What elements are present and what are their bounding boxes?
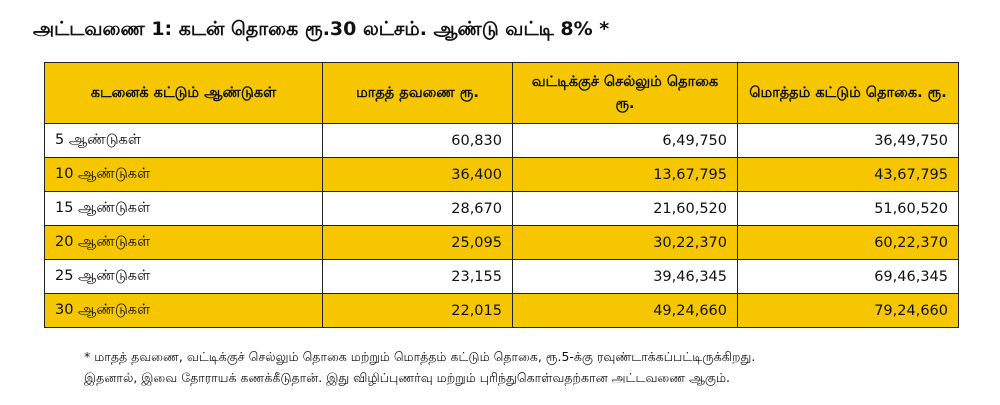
cell-total: 36,49,750: [738, 124, 959, 158]
cell-interest: 13,67,795: [513, 158, 738, 192]
cell-total: 43,67,795: [738, 158, 959, 192]
cell-interest: 21,60,520: [513, 192, 738, 226]
cell-emi: 23,155: [323, 260, 513, 294]
header-total-amount: மொத்தம் கட்டும் தொகை. ரூ.: [738, 63, 959, 124]
table-row: [45, 158, 959, 192]
cell-emi: 36,400: [323, 158, 513, 192]
cell-emi: 25,095: [323, 226, 513, 260]
cell-years: 15 ஆண்டுகள்: [45, 192, 323, 226]
table-header-row: [45, 63, 959, 124]
table-row: [45, 294, 959, 328]
footnote-line-1: * மாதத் தவணை, வட்டிக்குச் செல்லும் தொகை மற்றும் மொத்தம் கட்டும் தொகை, ரூ.5-க்கு ரவுண்டாக்கப்பட்டிருக்கிறது.: [84, 349, 756, 364]
cell-years: 10 ஆண்டுகள்: [45, 158, 323, 192]
cell-years: 25 ஆண்டுகள்: [45, 260, 323, 294]
footnote: [84, 346, 974, 388]
cell-emi: 22,015: [323, 294, 513, 328]
cell-total: 51,60,520: [738, 192, 959, 226]
cell-years: 30 ஆண்டுகள்: [45, 294, 323, 328]
cell-total: 60,22,370: [738, 226, 959, 260]
loan-table: [44, 62, 959, 328]
cell-years: 20 ஆண்டுகள்: [45, 226, 323, 260]
footnote-line-2: இதனால், இவை தோராயக் கணக்கீடுதான். இது விழிப்புணர்வு மற்றும் புரிந்துகொள்வதற்கான அட்டவணை ஆகும்.: [84, 370, 730, 385]
cell-interest: 49,24,660: [513, 294, 738, 328]
table-row: [45, 192, 959, 226]
cell-total: 79,24,660: [738, 294, 959, 328]
cell-emi: 28,670: [323, 192, 513, 226]
header-monthly-installment: மாதத் தவணை ரூ.: [323, 63, 513, 124]
cell-emi: 60,830: [323, 124, 513, 158]
cell-interest: 6,49,750: [513, 124, 738, 158]
table-title: அட்டவணை 1: கடன் தொகை ரூ.30 லட்சம். ஆண்டு வட்டி 8% *: [33, 18, 610, 40]
cell-interest: 39,46,345: [513, 260, 738, 294]
cell-interest: 30,22,370: [513, 226, 738, 260]
header-years: கடனைக் கட்டும் ஆண்டுகள்: [45, 63, 323, 124]
cell-years: 5 ஆண்டுகள்: [45, 124, 323, 158]
table-row: [45, 124, 959, 158]
cell-total: 69,46,345: [738, 260, 959, 294]
header-interest-amount: வட்டிக்குச் செல்லும் தொகை ரூ.: [513, 63, 738, 124]
table-row: [45, 226, 959, 260]
table-row: [45, 260, 959, 294]
